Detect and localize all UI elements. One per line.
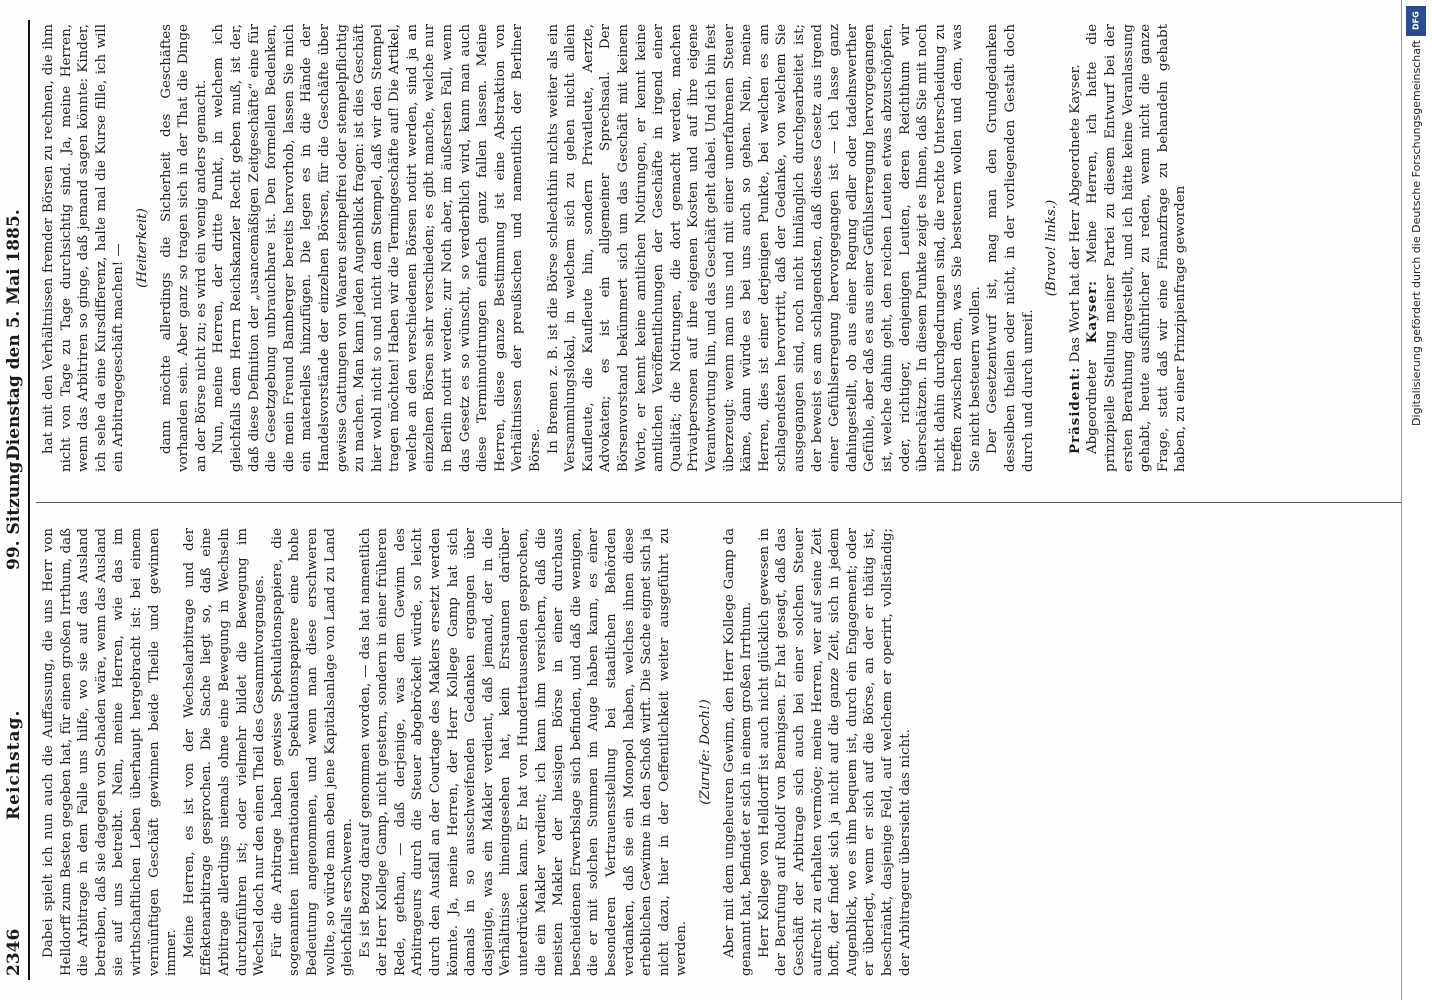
left-column bbox=[40, 528, 1410, 976]
speaker-statement bbox=[1084, 24, 1190, 472]
interjection: (Heiterkeit) bbox=[134, 208, 150, 288]
interjection: (Zurufe: Doch!) bbox=[697, 699, 713, 805]
paragraph: In Bremen z. B. ist die Börse schlechthin nichts weiter als ein Versammlungslokal, in welchem sich zu gehen nicht allein Kaufleute, die Kaufleute hin, sondern Privatleute, Aerzte, Advokaten; es ist ein allgemeiner Sprechsaal. Der Börsenvorstand bekümmert sich um das Geschäft mit keinem Worte, er kennt keine amtlichen Notirungen, er kennt keine amtlichen Veröffentlichungen der Geschäfte in irgend einer Qualität; die Notirungen, die dort gemacht werden, machen Privatpersonen auf ihre eigenen Kosten und auf ihre eigene Verantwortung hin, und das Geschäft geht dabei. Und ich bin fest überzeugt: wenn man uns und mit einer unerfahrenen Steuer käme, dann würde es bei uns auch so gehen. Nein, meine Herren, dies ist einer derjenigen Punkte, bei welchen es am schlagendsten hervortritt, daß der Gedanke, von welchem Sie ausgegangen sind, noch nicht hinlänglich durchgearbeitet ist; der beweist es am schlagendsten, daß dieses Gesetz aus irgend einer Gefühlserregung hervorgegangen ist — ich lasse ganz dahingestellt, ob aus einer Regung edler oder tadelnswerther Gefühle, aber daß es aus einer Gefühlserregung hervorgegangen ist, welche dahin geht, den reichen Leuten etwas abzuschöpfen, oder, richtiger, denjenigen Leuten, deren Reichthum wir überschätzen. In diesem Punkte zeigt es Ihnen, daß Sie mit noch nicht dahin durchgedrungen sind, die rechte Unterscheidung zu treffen zwischen dem, was Sie besteuern wollen und dem, was Sie nicht besteuern wollen. bbox=[545, 24, 983, 472]
page-number: 2346 bbox=[4, 928, 24, 976]
president-statement bbox=[1067, 24, 1085, 472]
publication-title: Reichstag. bbox=[4, 709, 24, 820]
paragraph: Herr Kollege von Helldorff ist auch nicht glücklich gewesen in der Berufung auf Rudolf von Bennigsen. Er hat gesagt, daß das Geschäft der Arbitrage sich auch bei einer solchen Steuer aufrecht zu erhalten vermöge; meine Herren, wer auf seine Zeit hofft, der findet sich ja nicht auf die ganze Zeit, sich in jedem Augenblick, wo es ihm bequem ist, durch ein Engagement; oder er überlegt, wenn er sich auf die Börse, an der er thätig ist, beschränkt, dasjenige Feld, auf welchem er operirt, vollständig; der Arbitrageur übersieht das nicht. bbox=[756, 528, 913, 976]
paragraph: Meine Herren, es ist von der Wechselarbitrage und der Effektenarbitrage gesprochen. Die Sache liegt so, daß eine Arbitrage allerdings niemals ohne eine Bewegung in Wechseln durchzuführen ist; oder vielmehr bildet die Bewegung im Wechsel doch nur den einen Theil des Gesammtvorganges. bbox=[181, 528, 268, 976]
paragraph: Es ist Bezug darauf genommen worden, — das hat namentlich der Herr Kollege Gamp, nicht gestern, sondern in einer früheren Rede, gethan, — daß derjenige, was dem Gewinn des Arbitrageurs durch die Steuer abgebröckelt würde, so leicht durch den Ausfall an der Courtage des Maklers ersetzt werden könnte. Ja, meine Herren, der Herr Kollege Gamp hat sich damals in so ausschweifenden Gedanken ergangen über dasjenige, was ein Makler verdient, daß jemand, der in die Verhältnisse hineingesehen hat, kein Erstaunen darüber unterdrücken kann. Er hat von Hunderttausenden gesprochen, die ein Makler verdient; ich kann ihm versichern, daß die meisten Makler der hiesigen Börse in einer durchaus bescheidenen Erwerbslage sich befinden, und daß die wenigen, die er mit solchen Summen im Auge haben kann, es einer besonderen Vertrauensstellung bei staatlichen Behörden verdanken, daß sie ein Monopol haben, welches ihnen diese erheblichen Gewinne in den Schoß wirft. Die Sache eignet sich ja nicht dazu, hier in der Oeffentlichkeit weiter ausgeführt zu werden. bbox=[357, 528, 690, 976]
right-column bbox=[40, 24, 1410, 472]
digitization-sidebar bbox=[1401, 0, 1432, 1000]
speaker-intro: Abgeordneter bbox=[1085, 359, 1101, 454]
paragraph: Nun, meine Herren, der dritte Punkt, in welchem ich gleichfalls dem Herrn Reichskanzler Recht geben muß, ist der, daß diese Definition der „usancemäßigen Zeitgeschäfte“ eine für die Gesetzgebung unbrauchbare ist. Den formellen Bedenken, die mein Freund Bamberger bereits hervorhob, lassen Sie mich ein materielles hinzufügen. Die legen es in die Hände der Handelsvorstände der einzelnen Börsen, für die Geschäfte über gewisse Gattungen von Waaren stempelfrei oder stempelpflichtig zu machen. Man kann jeden Augenblick fragen: ist dies Geschäft hier wohl nicht so und nicht dem Stempel, daß wir den Stempel tragen möchten! Haben wir die Termingeschäfte auf! Die Artikel, welche an den verschiedenen Börsen notirt werden, sind ja an einzelnen Börsen sehr verschieden; es gibt manche, welche nur in Berlin notirt werden; zur Noth aber, im äußersten Fall, wenn das Gesetz es so wünscht, so verderblich wird, kann man auch diese Terminnotirungen einfach ganz fallen lassen. Meine Herren, diese ganze Bestimmung ist eine Abstraktion von Verhältnissen der preußischen und namentlich der Berliner Börse. bbox=[211, 24, 544, 472]
paragraph: hat mit den Verhältnissen fremder Börsen zu rechnen, die ihm nicht von Tage zu Tage durchsichtig sind. Ja, meine Herren, wenn das Arbitriren so ginge, daß jemand sagen könnte: Kinder, ich sehe da eine Kursdifferenz, halte mal die Kurse fille, ich will ein Arbitragegeschäft machen! — bbox=[41, 24, 127, 472]
session-date: Dienstag den 5. Mai 1885. bbox=[4, 209, 24, 460]
paragraph: Der Gesetzentwurf ist, mag man den Grundgedanken desselben theilen oder nicht, in der vorliegenden Gestalt doch durch und durch unreif. bbox=[985, 24, 1036, 472]
president-label: Präsident: bbox=[1066, 366, 1083, 454]
speaker-name: Kayser: bbox=[1084, 280, 1101, 344]
column-divider bbox=[36, 502, 1416, 503]
paragraph: Dabei spielt ich nun auch die Auffassung, die uns Herr von Helldorff zum Besten gegeben hat, für einen großen Irrthum, daß die Arbitrage in dem Falle uns hilfe, wo sie auf das Ausland betreiben, daß sie dagegen von Schaden wäre, wenn das Ausland sie auf uns betreibt. Nein, meine Herren, wie das im wirthschaftlichen Leben überhaupt hergebracht ist: bei einem vernünftigen Geschäft gewinnen beide Theile und gewinnen immer. bbox=[41, 528, 180, 976]
session-label: 99. Sitzung. bbox=[4, 455, 24, 570]
dfg-logo: DFG bbox=[1406, 6, 1426, 36]
header-rule bbox=[28, 20, 30, 980]
interjection: (Bravo! links.) bbox=[1044, 199, 1060, 297]
speaker-text: Meine Herren, ich hatte die prinzipielle Stellung meiner Partei zu diesem Entwurf bei der ersten Berathung dargestellt, und ich hätte keine Veranlassung gehabt, heute ausführlicher zu reden, wenn nicht die ganze Frage, statt daß wir eine Finanzfrage zu behandeln gehabt haben, zu einer Prinzipienfrage geworden bbox=[1085, 24, 1189, 472]
digitization-note: Digitalisierung gefördert durch die Deutsche Forschungsgemeinschaft bbox=[1410, 40, 1423, 426]
paragraph: dann möchte allerdings die Sicherheit des Geschäftes vorhanden sein. Aber ganz so tragen sich in der That die Dinge an der Börse nicht zu; es wird ein wenig anders gemacht. bbox=[158, 24, 209, 472]
president-text: Das Wort hat der Herr Abgeordnete Kayser. bbox=[1067, 64, 1083, 363]
paragraph: Aber mit dem ungeheuren Gewinn, den Herr Kollege Gamp da genannt hat, befindet er sich in einem großen Irrthum. bbox=[721, 528, 755, 976]
paragraph: Für die Arbitrage haben gewisse Spekulationspapiere, die sogenannten internationalen Spekulationspapiere eine hohe Bedeutung angenommen, und wenn man diese erschweren wollte, so würde man eben jene Kapitalsanlage von Land zu Land gleichfalls erschweren. bbox=[269, 528, 356, 976]
